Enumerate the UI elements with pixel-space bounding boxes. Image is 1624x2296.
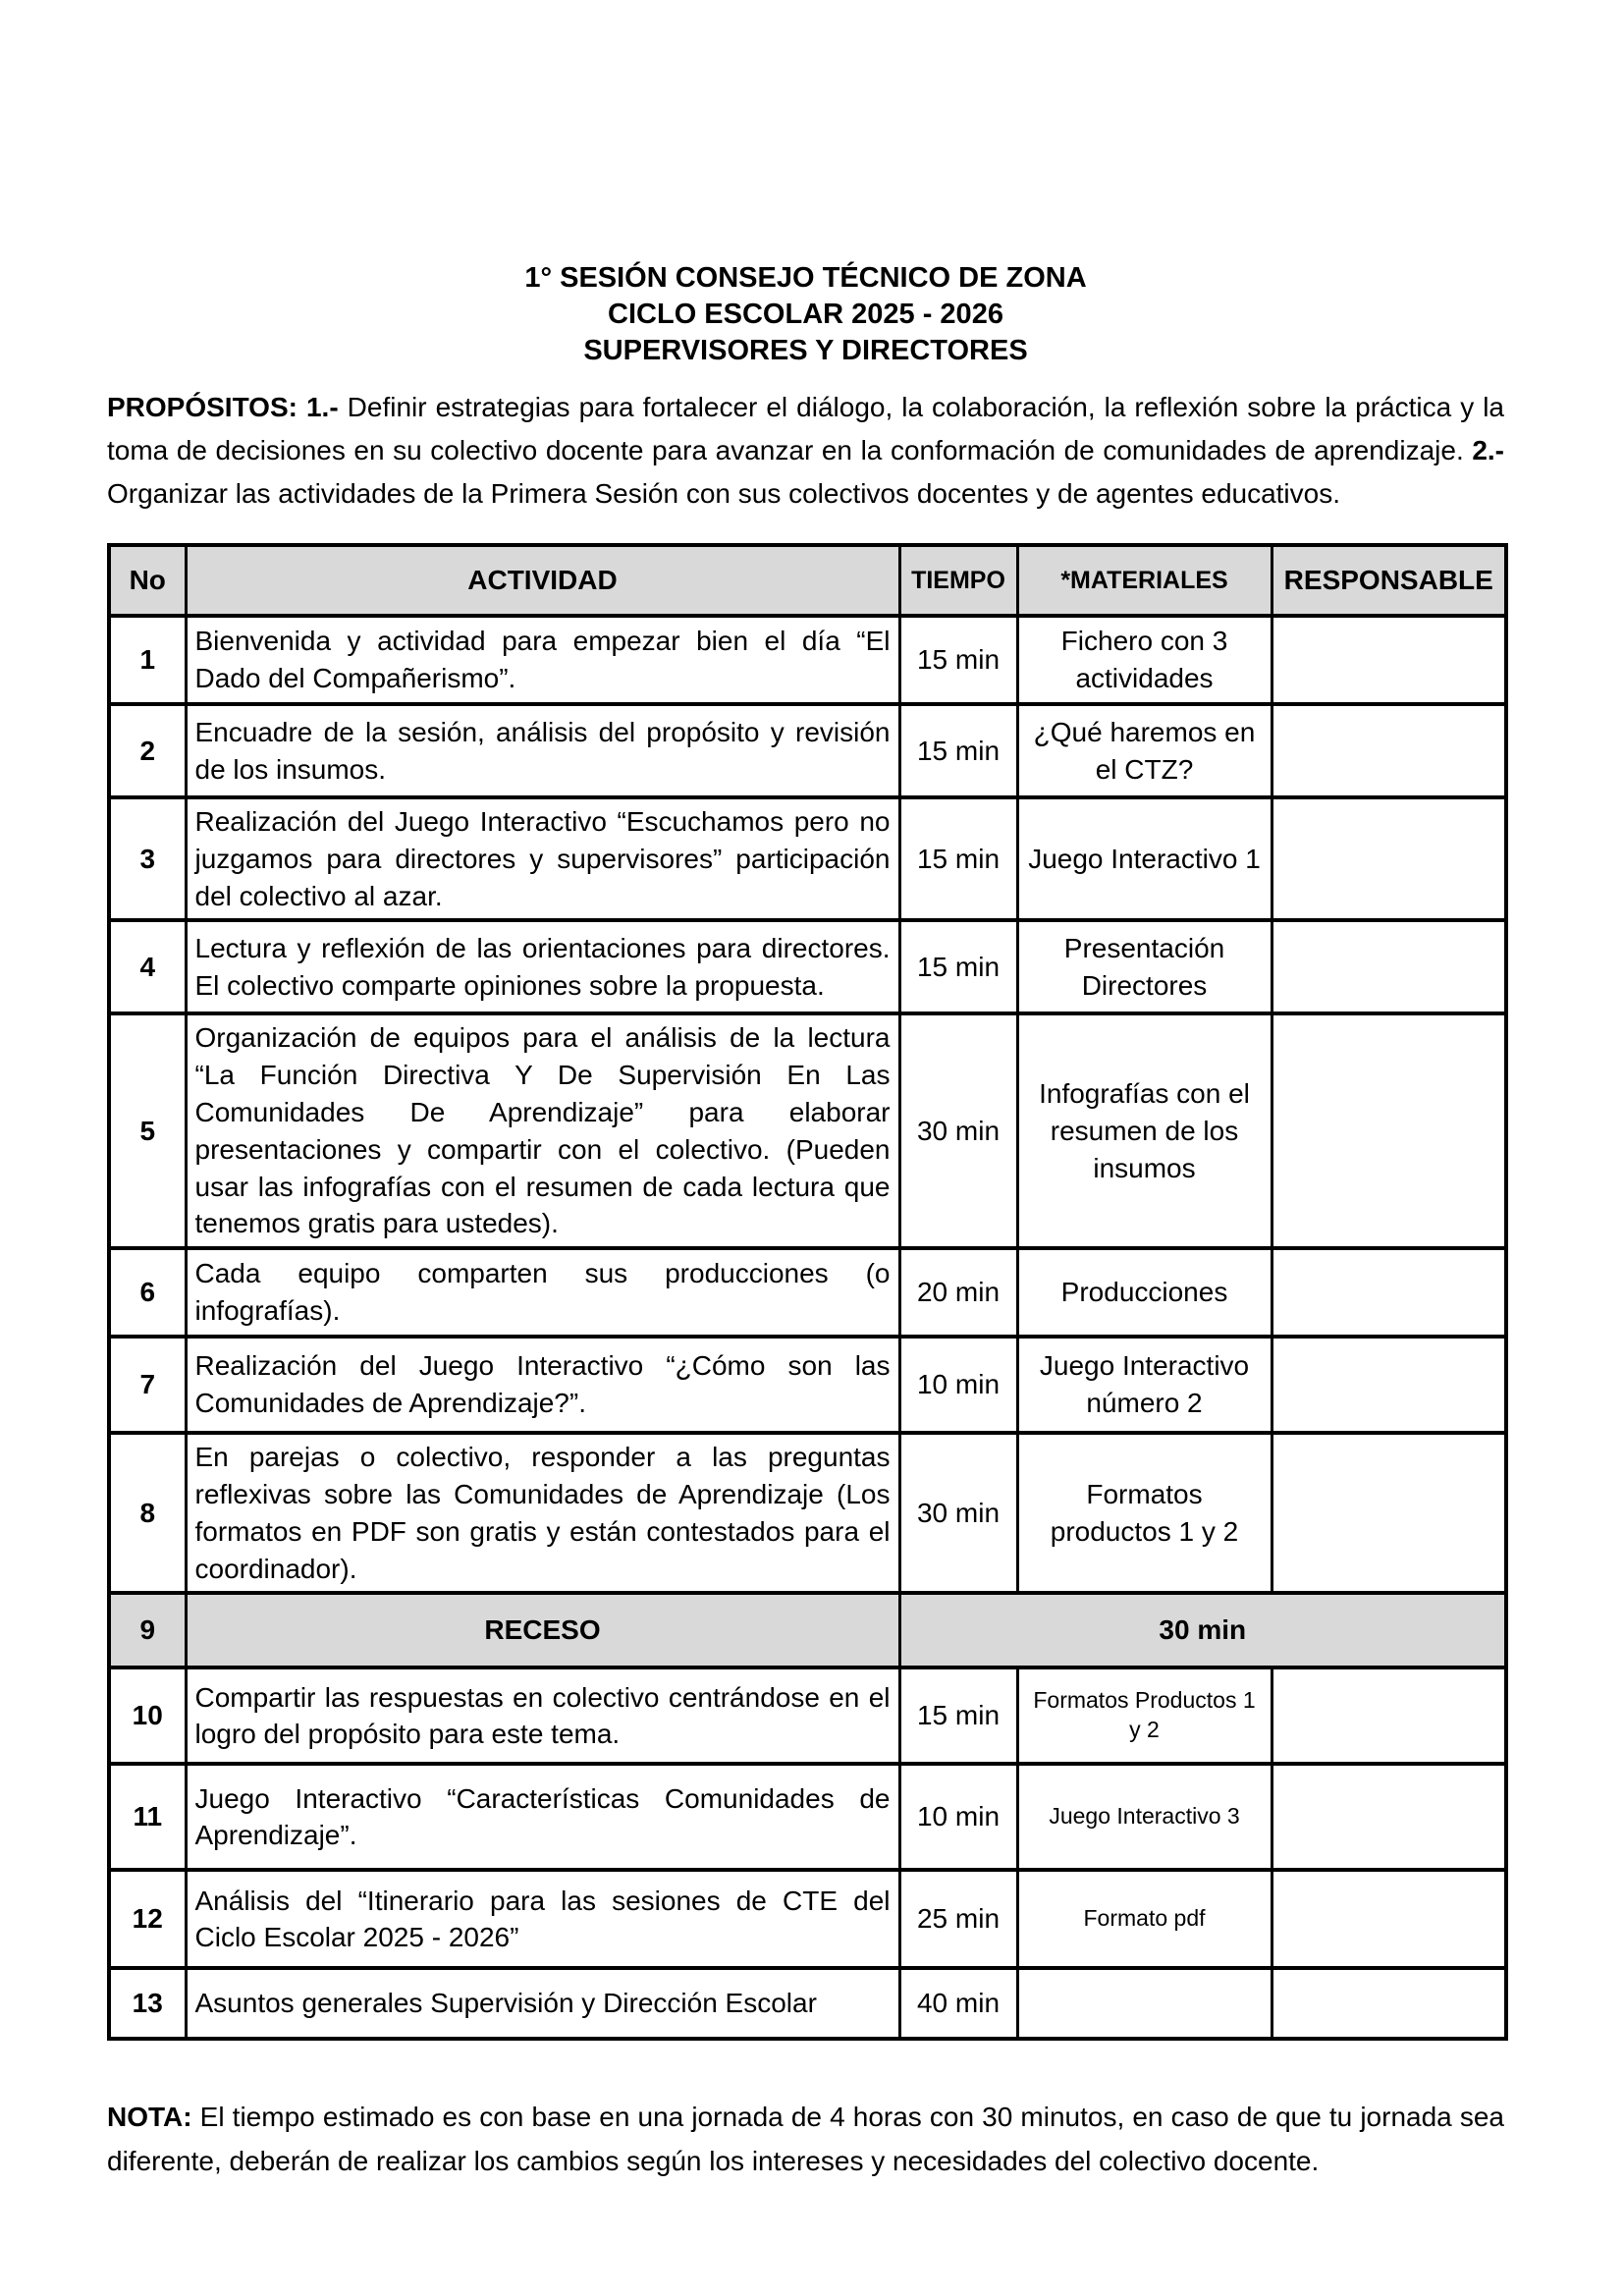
table-row xyxy=(109,920,1506,1013)
cell-no: 4 xyxy=(109,920,186,1013)
cell-responsable xyxy=(1272,1013,1506,1248)
cell-responsable xyxy=(1272,1764,1506,1870)
cell-actividad: Bienvenida y actividad para empezar bien el día “El Dado del Compañerismo”. xyxy=(186,616,899,704)
cell-materiales: ¿Qué haremos en el CTZ? xyxy=(1017,704,1272,797)
cell-materiales: Juego Interactivo 1 xyxy=(1017,797,1272,920)
cell-no: 6 xyxy=(109,1248,186,1337)
cell-materiales: Formatos productos 1 y 2 xyxy=(1017,1433,1272,1593)
cell-no: 5 xyxy=(109,1013,186,1248)
cell-responsable xyxy=(1272,920,1506,1013)
cell-materiales: Formatos Productos 1 y 2 xyxy=(1017,1667,1272,1764)
table-row xyxy=(109,1433,1506,1593)
cell-actividad: Compartir las respuestas en colectivo centrándose en el logro del propósito para este tema. xyxy=(186,1667,899,1764)
cell-no: 7 xyxy=(109,1337,186,1433)
cell-materiales: Formato pdf xyxy=(1017,1870,1272,1968)
cell-materiales: Producciones xyxy=(1017,1248,1272,1337)
cell-materiales: Juego Interactivo número 2 xyxy=(1017,1337,1272,1433)
cell-tiempo: 30 min xyxy=(899,1433,1017,1593)
nota-label: NOTA: xyxy=(107,2102,192,2133)
cell-tiempo: 30 min xyxy=(899,1013,1017,1248)
nota-text: El tiempo estimado es con base en una jornada de 4 horas con 30 minutos, en caso de que tu jornada sea diferente, deberán de realizar los cambios según los intereses y necesidades del colectivo docente. xyxy=(107,2102,1504,2177)
propositos-text-2: Organizar las actividades de la Primera Sesión con sus colectivos docentes y de agentes educativos. xyxy=(107,478,1341,509)
table-row xyxy=(109,1013,1506,1248)
table-row xyxy=(109,1337,1506,1433)
cell-actividad: RECESO xyxy=(186,1593,899,1667)
cell-responsable xyxy=(1272,1337,1506,1433)
cell-no: 11 xyxy=(109,1764,186,1870)
table-header xyxy=(109,545,1506,616)
table-row xyxy=(109,616,1506,704)
cell-tiempo: 15 min xyxy=(899,920,1017,1013)
cell-responsable xyxy=(1272,1248,1506,1337)
table-body xyxy=(109,616,1506,2039)
cell-responsable xyxy=(1272,797,1506,920)
table-header-row xyxy=(109,545,1506,616)
cell-tiempo: 10 min xyxy=(899,1764,1017,1870)
cell-actividad: Encuadre de la sesión, análisis del propósito y revisión de los insumos. xyxy=(186,704,899,797)
cell-actividad: Organización de equipos para el análisis de la lectura “La Función Directiva Y De Supervisión En Las Comunidades De Aprendizaje” para elaborar presentaciones y compartir con el colectivo. (Pueden usar las infografías con el resumen de cada lectura que tenemos gratis para ustedes). xyxy=(186,1013,899,1248)
cell-responsable xyxy=(1272,1667,1506,1764)
cell-materiales xyxy=(1017,1968,1272,2039)
document-title-block xyxy=(107,260,1504,369)
cell-tiempo-merged: 30 min xyxy=(899,1593,1506,1667)
table-row xyxy=(109,704,1506,797)
cell-no: 3 xyxy=(109,797,186,920)
cell-no: 9 xyxy=(109,1593,186,1667)
cell-actividad: Realización del Juego Interactivo “¿Cómo son las Comunidades de Aprendizaje?”. xyxy=(186,1337,899,1433)
cell-tiempo: 20 min xyxy=(899,1248,1017,1337)
col-header-materiales: *MATERIALES xyxy=(1017,545,1272,616)
cell-tiempo: 15 min xyxy=(899,1667,1017,1764)
col-header-responsable: RESPONSABLE xyxy=(1272,545,1506,616)
cell-no: 10 xyxy=(109,1667,186,1764)
cell-tiempo: 15 min xyxy=(899,616,1017,704)
table-row xyxy=(109,1870,1506,1968)
cell-actividad: En parejas o colectivo, responder a las preguntas reflexivas sobre las Comunidades de Aprendizaje (Los formatos en PDF son gratis y están contestados para el coordinador). xyxy=(186,1433,899,1593)
cell-materiales: Fichero con 3 actividades xyxy=(1017,616,1272,704)
cell-materiales: Presentación Directores xyxy=(1017,920,1272,1013)
title-supervisores: SUPERVISORES Y DIRECTORES xyxy=(583,335,1028,366)
cell-materiales: Infografías con el resumen de los insumos xyxy=(1017,1013,1272,1248)
col-header-tiempo: TIEMPO xyxy=(899,545,1017,616)
cell-tiempo: 25 min xyxy=(899,1870,1017,1968)
cell-actividad: Asuntos generales Supervisión y Dirección Escolar xyxy=(186,1968,899,2039)
cell-tiempo: 15 min xyxy=(899,704,1017,797)
cell-materiales: Juego Interactivo 3 xyxy=(1017,1764,1272,1870)
cell-responsable xyxy=(1272,1870,1506,1968)
propositos-text-1: Definir estrategias para fortalecer el diálogo, la colaboración, la reflexión sobre la práctica y la toma de decisiones en su colectivo docente para avanzar en la conformación de comunidades de aprendizaje. xyxy=(107,392,1504,465)
col-header-no: No xyxy=(109,545,186,616)
col-header-actividad: ACTIVIDAD xyxy=(186,545,899,616)
cell-actividad: Realización del Juego Interactivo “Escuchamos pero no juzgamos para directores y supervisores” participación del colectivo al azar. xyxy=(186,797,899,920)
title-session: 1° SESIÓN CONSEJO TÉCNICO DE ZONA xyxy=(524,262,1087,294)
propositos-paragraph xyxy=(107,386,1504,516)
cell-actividad: Lectura y reflexión de las orientaciones para directores. El colectivo comparte opiniones sobre la propuesta. xyxy=(186,920,899,1013)
cell-no: 8 xyxy=(109,1433,186,1593)
cell-tiempo: 40 min xyxy=(899,1968,1017,2039)
title-ciclo-escolar: CICLO ESCOLAR 2025 - 2026 xyxy=(608,299,1003,330)
cell-no: 12 xyxy=(109,1870,186,1968)
table-row xyxy=(109,1667,1506,1764)
cell-actividad: Juego Interactivo “Características Comunidades de Aprendizaje”. xyxy=(186,1764,899,1870)
propositos-label: PROPÓSITOS: 1.- xyxy=(107,392,339,422)
cell-responsable xyxy=(1272,704,1506,797)
cell-actividad: Cada equipo comparten sus producciones (o infografías). xyxy=(186,1248,899,1337)
table-row xyxy=(109,1248,1506,1337)
activities-table xyxy=(107,543,1508,2041)
cell-no: 1 xyxy=(109,616,186,704)
table-row xyxy=(109,797,1506,920)
cell-responsable xyxy=(1272,1968,1506,2039)
cell-responsable xyxy=(1272,616,1506,704)
cell-tiempo: 10 min xyxy=(899,1337,1017,1433)
cell-tiempo: 15 min xyxy=(899,797,1017,920)
cell-responsable xyxy=(1272,1433,1506,1593)
table-row xyxy=(109,1764,1506,1870)
cell-actividad: Análisis del “Itinerario para las sesiones de CTE del Ciclo Escolar 2025 - 2026” xyxy=(186,1870,899,1968)
table-row xyxy=(109,1968,1506,2039)
cell-no: 2 xyxy=(109,704,186,797)
nota-paragraph xyxy=(107,2095,1504,2183)
cell-no: 13 xyxy=(109,1968,186,2039)
receso-row xyxy=(109,1593,1506,1667)
propositos-label-2: 2.- xyxy=(1472,435,1504,465)
